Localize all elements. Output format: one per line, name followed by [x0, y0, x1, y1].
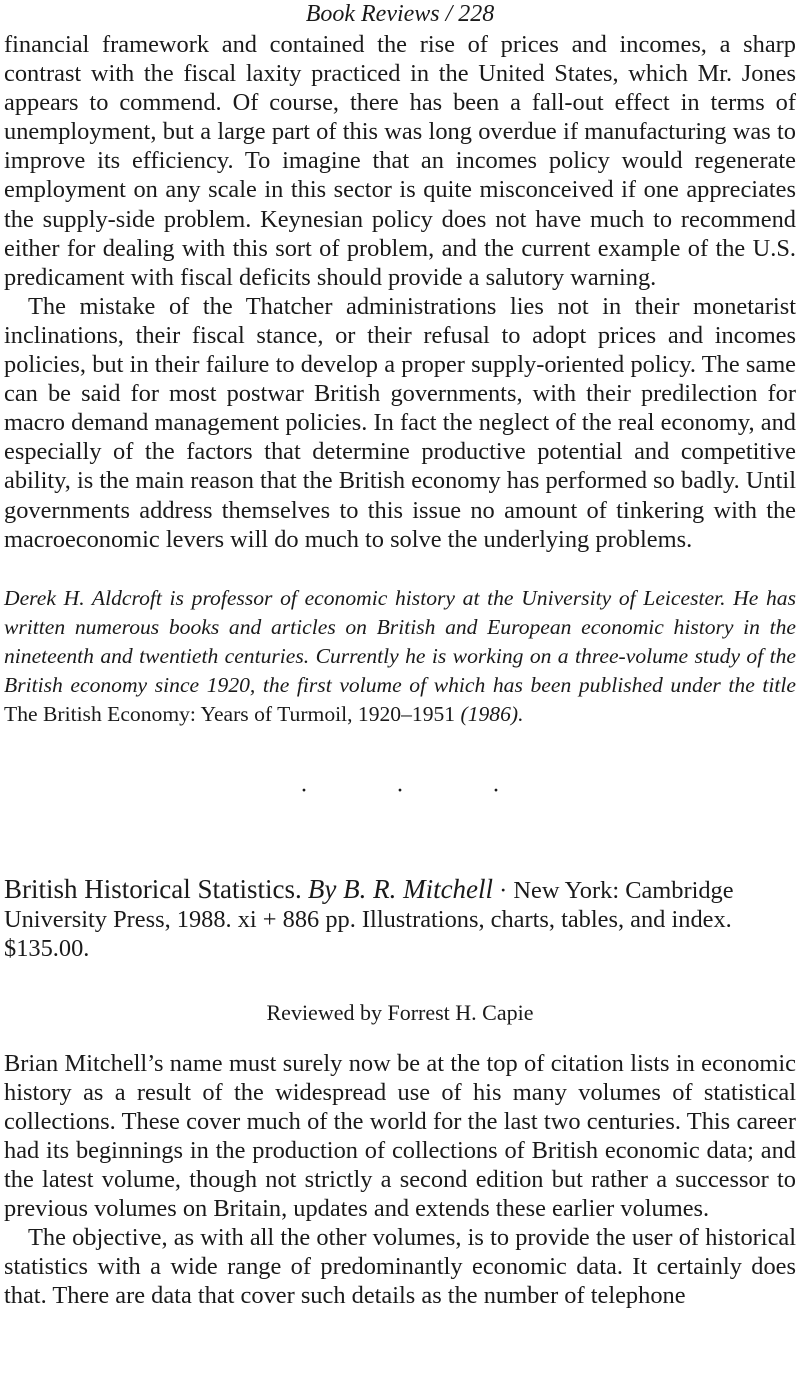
body-paragraph: The mistake of the Thatcher administrations lies not in their monetarist inclinations, their fiscal stance, or their refusal to adopt prices and incomes policies, but in their failure to develop a proper supply-oriented policy. The same can be said for most postwar British governments, with their predilection for macro demand management policies. In fact the neglect of the real economy, and especially of the factors that determine productive potential and competitive ability, is the main reason that the British economy has performed so badly. Until governments address themselves to this issue no amount of tinkering with the macroeconomic levers will do much to solve the underlying problems. [4, 292, 796, 553]
author-bio-book-title: The British Economy: Years of Turmoil, 1920–1951 [4, 701, 456, 726]
body-paragraph: Brian Mitchell’s name must surely now be at the top of citation lists in economic history as a result of the widespread use of his many volumes of statistical collections. These cover much of the world for the last two centuries. This career had its beginnings in the production of collections of British economic data; and the latest volume, though not strictly a second edition but rather a successor to previous volumes on Britain, updates and extends these earlier volumes. [4, 1049, 796, 1223]
running-head: Book Reviews / 228 [305, 1, 495, 27]
author-bio-text: Derek H. Aldcroft is professor of economic history at the University of Leicester. He has written numerous books and articles on British and European economic history in the nineteenth and twentieth centuries. Currently he is working on a three-volume study of the British economy since 1920, the first volume of which has been published under the title [4, 585, 796, 697]
book-citation [4, 875, 796, 963]
book-title: British Historical Statistics. [4, 873, 302, 904]
review-aldcroft [4, 30, 796, 729]
citation-dot: · [499, 876, 508, 904]
page [4, 0, 796, 1311]
book-author: By B. R. Mitchell [307, 873, 494, 904]
body-paragraph: The objective, as with all the other volumes, is to provide the user of historical statistics with a wide range of predominantly economic data. It certainly does that. There are data that cover such details as the number of telephone [4, 1224, 796, 1310]
author-bio-year: (1986). [460, 701, 524, 726]
section-separator: ··· [300, 777, 588, 804]
book-details: New York: Cambridge University Press, 1988. xi + 886 pp. Illustrations, charts, tables, and index. $135.00. [4, 876, 734, 962]
author-bio [4, 584, 796, 729]
reviewer-line: Reviewed by Forrest H. Capie [266, 999, 534, 1025]
body-paragraph: financial framework and contained the rise of prices and incomes, a sharp contrast with the fiscal laxity practiced in the United States, which Mr. Jones appears to commend. Of course, there has been a fall-out effect in terms of unemployment, but a large part of this was long overdue if manufacturing was to improve its efficiency. To imagine that an incomes policy would regenerate employment on any scale in this sector is quite misconceived if one appreciates the supply-side problem. Keynesian policy does not have much to recommend either for dealing with this sort of problem, and the current example of the U.S. predicament with fiscal deficits should provide a salutory warning. [4, 31, 796, 291]
review-mitchell [4, 875, 796, 1311]
